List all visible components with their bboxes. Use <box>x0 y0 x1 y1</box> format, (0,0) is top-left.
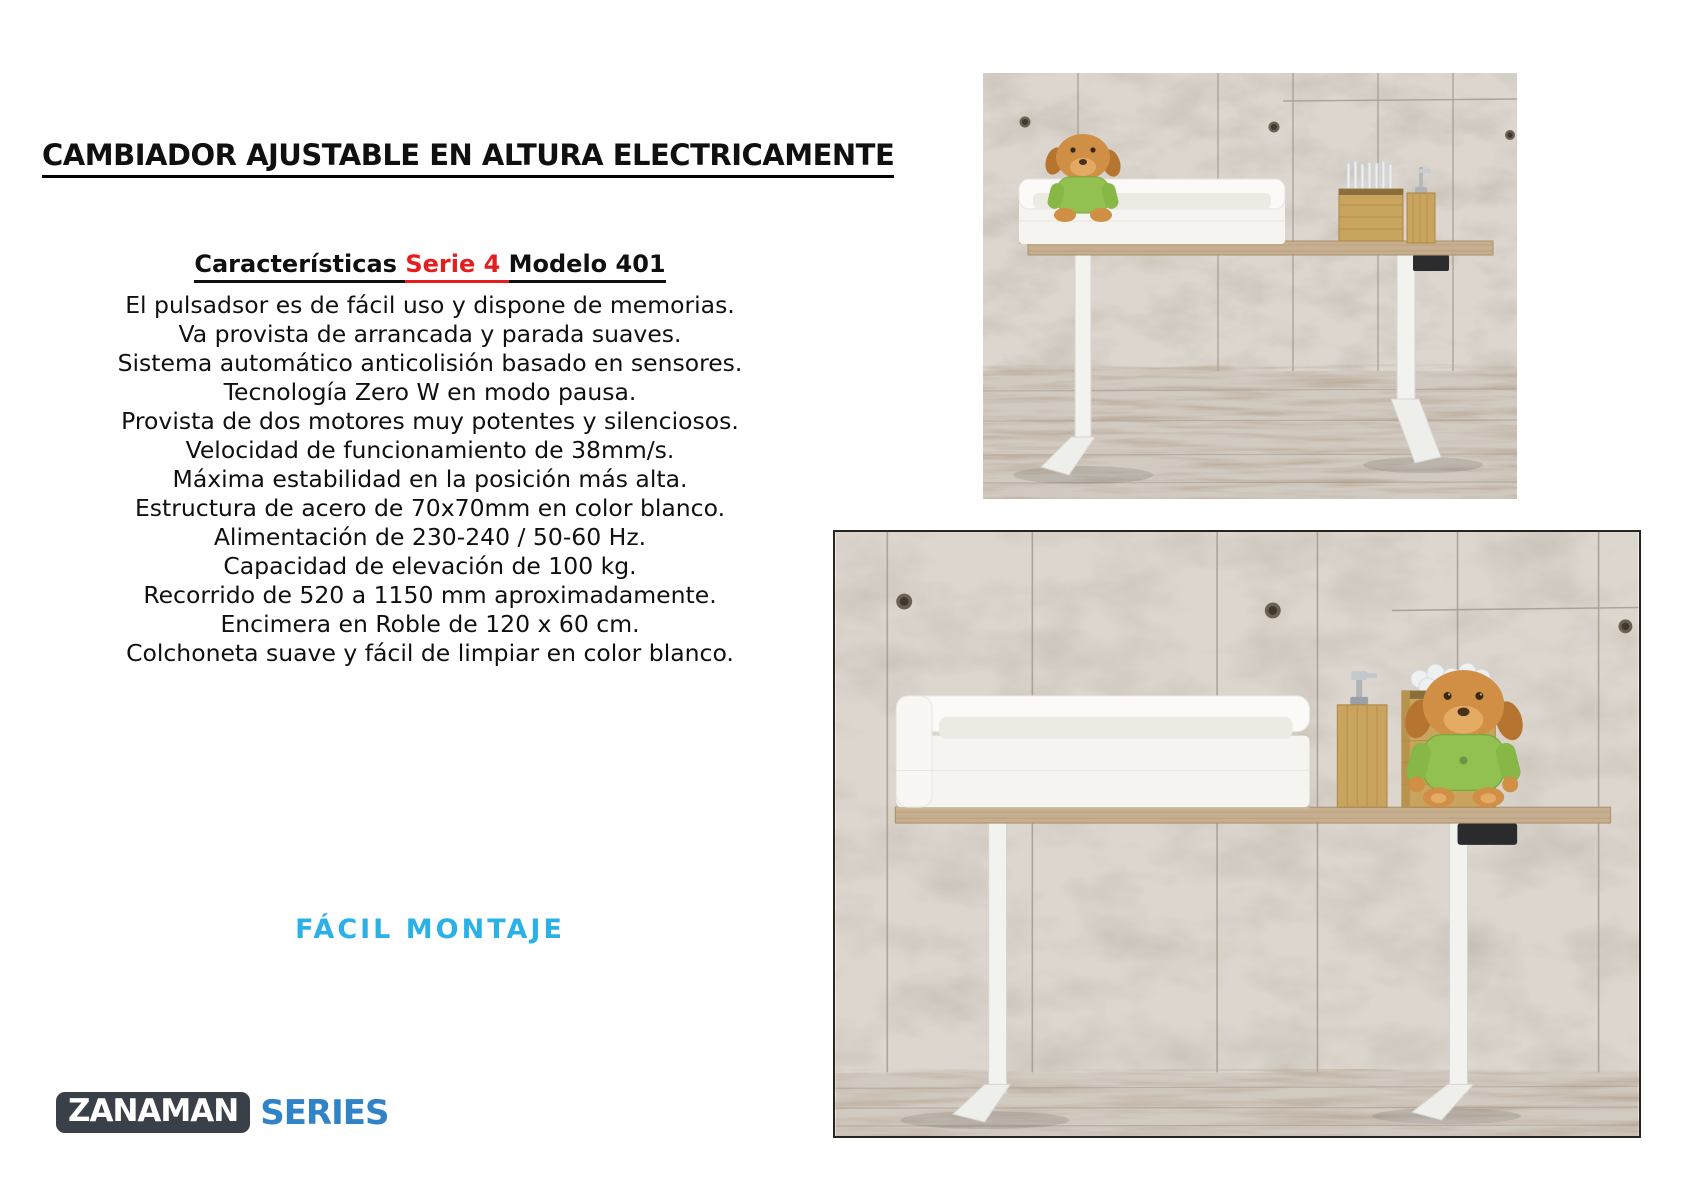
subtitle <box>0 250 860 278</box>
photo-bottom-scene <box>835 532 1639 1136</box>
product-photo-bottom <box>833 530 1641 1138</box>
control-pendant <box>1413 255 1449 271</box>
features-list <box>0 291 860 668</box>
tabletop <box>895 807 1610 823</box>
feature-line: Sistema automático anticolisión basado en sensores. <box>117 349 743 377</box>
feature-line: El pulsadsor es de fácil uso y dispone de memorias. <box>125 291 735 319</box>
feature-line: Velocidad de funcionamiento de 38mm/s. <box>185 436 675 464</box>
feature-line: Colchoneta suave y fácil de limpiar en color blanco. <box>126 639 734 667</box>
feature-line: Recorrido de 520 a 1150 mm aproximadamente. <box>143 581 717 609</box>
feature-line: Provista de dos motores muy potentes y silenciosos. <box>121 407 739 435</box>
feature-line: Tecnología Zero W en modo pausa. <box>223 378 637 406</box>
control-pendant <box>1458 823 1518 845</box>
subtitle-part2: Modelo 401 <box>509 250 666 283</box>
subtitle-highlight: Serie 4 <box>405 250 508 283</box>
feature-line: Máxima estabilidad en la posición más alta. <box>172 465 688 493</box>
easy-assembly-label: FÁCIL MONTAJE <box>295 914 565 945</box>
feature-line: Alimentación de 230-240 / 50-60 Hz. <box>213 523 647 551</box>
photo-top-scene <box>983 73 1517 499</box>
brand-logo <box>56 1092 388 1133</box>
feature-line: Estructura de acero de 70x70mm en color blanco. <box>134 494 726 522</box>
brand-logo-badge: ZANAMAN <box>56 1092 250 1133</box>
brand-logo-series: SERIES <box>260 1092 389 1133</box>
shadow <box>1013 466 1153 484</box>
page-title: CAMBIADOR AJUSTABLE EN ALTURA ELECTRICAMENTE <box>42 138 894 178</box>
product-photo-top <box>983 73 1517 499</box>
feature-line: Va provista de arrancada y parada suaves. <box>178 320 682 348</box>
subtitle-part1: Características <box>194 250 405 283</box>
changing-mattress <box>896 696 1309 809</box>
feature-line: Encimera en Roble de 120 x 60 cm. <box>220 610 640 638</box>
feature-line: Capacidad de elevación de 100 kg. <box>223 552 637 580</box>
